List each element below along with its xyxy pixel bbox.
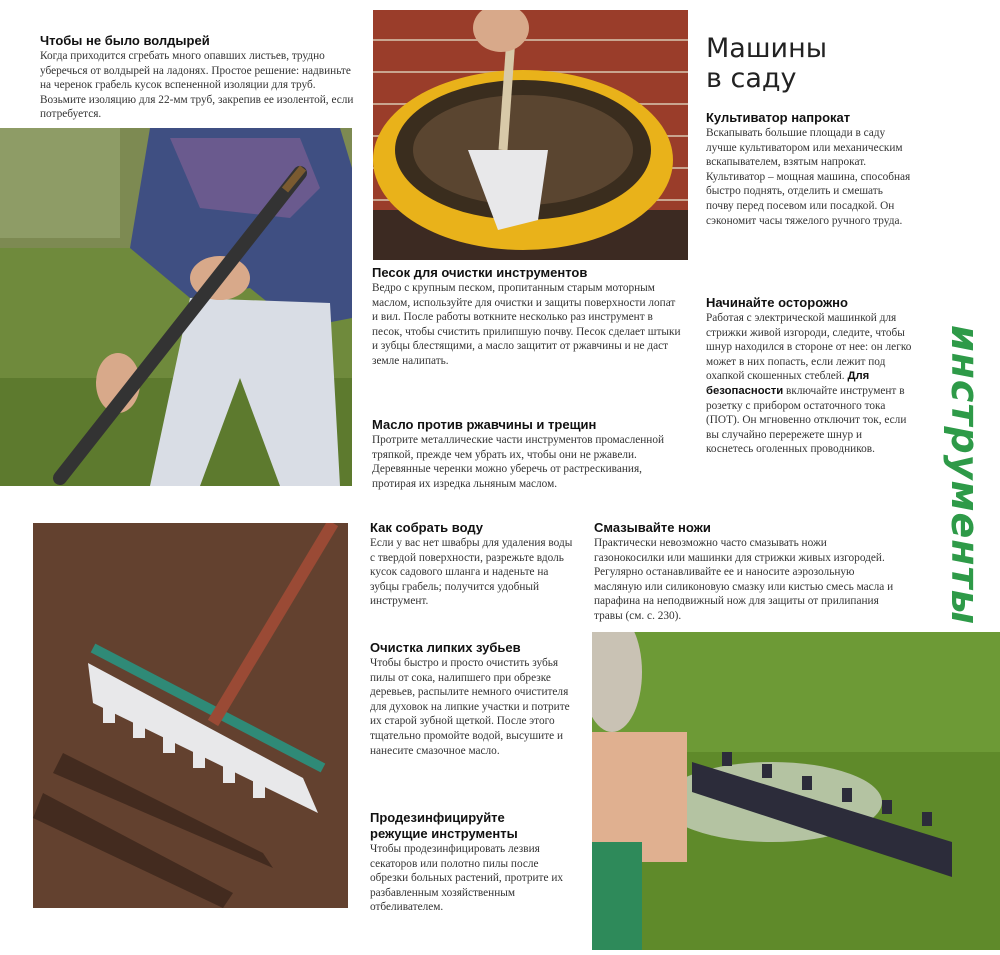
tip-sticky-heading: Очистка липких зубьев: [370, 640, 521, 655]
tip-water-heading: Как собрать воду: [370, 520, 484, 535]
tip-oil-heading: Масло против ржавчины и трещин: [372, 417, 597, 432]
tip-water-text: Если у вас нет швабры для удаления воды с твердой поверхности, разрежьте вдоль кусок садового шланга и наденьте на зубцы грабель; получится удобный инструмент.: [370, 537, 573, 608]
tip-sand-heading: Песок для очистки инструментов: [372, 265, 588, 280]
tip-careful-text: [706, 311, 912, 457]
tip-water: [370, 520, 580, 609]
tip-cultivator-text: Вскапывать большие площади в саду лучше культиватором или механическим вскапывателем, взятым напрокат. Культиватор – мощная машина, способная быстро поднять, отделить и смешать почву перед посевом или посадкой. Он сэкономит часы тяжелого ручного труда.: [706, 127, 911, 227]
photo-trimmer-spray: [592, 632, 1000, 950]
photo-rake-foam: [0, 128, 352, 486]
tip-disinfect: [370, 810, 574, 915]
side-label-text: инструменты: [943, 325, 987, 625]
tip-disinfect-heading-line2: режущие инструменты: [370, 826, 518, 841]
tip-sticky-text: Чтобы быстро и просто очистить зубья пилы от сока, налипшего при обрезке деревьев, распылите немного очистителя для духовок на липкие участки и потрите их старой зубной щеткой. После этого тщательно промойте водой, высушите и нанесите смазочное масло.: [370, 657, 570, 757]
page-title-line2: в саду: [706, 63, 797, 94]
tip-cultivator-heading: Культиватор напрокат: [706, 110, 851, 125]
tip-knives-heading: Смазывайте ножи: [594, 520, 711, 535]
page-title-line1: Машины: [706, 33, 828, 64]
tip-knives: [594, 520, 894, 624]
tip-careful-body: Работая с электрической машинкой для стрижки живой изгороди, следите, чтобы шнур находился в стороне от нее: он легко может в них попасть, если лежит под охапкой скошенных стеблей.: [706, 312, 912, 383]
tip-sticky-teeth: [370, 640, 574, 758]
tip-blisters-heading: Чтобы не было волдырей: [40, 33, 210, 48]
tip-sand: [372, 265, 684, 369]
tip-blisters-text: Когда приходится сгребать много опавших листьев, трудно уберечься от волдырей на ладонях. Простое решение: надвиньте на черенок грабель кусок вспененной изоляции для труб. Возьмите изоляцию для 22-мм труб, закрепив ее изолентой, если потребуется.: [40, 50, 354, 121]
tip-blisters: [40, 33, 358, 122]
tip-careful-safety-label: Для безопасности: [706, 370, 870, 397]
tip-knives-text: Практически невозможно часто смазывать ножи газонокосилки или машинки для стрижки живых изгородей. Регулярно останавливайте ее и наносите аэрозольную масляную или силиконовую смазку или кистью смесь масла и парафина на неподвижный нож для защиты от прилипания травы (см. с. 230).: [594, 537, 894, 622]
tip-disinfect-heading-line1: Продезинфицируйте: [370, 810, 505, 825]
tip-careful: [706, 295, 912, 457]
section-side-label: [940, 325, 990, 625]
tip-oil: [372, 417, 684, 491]
tip-careful-safety-text: включайте инструмент в розетку с прибором остаточного тока (ПОТ). Он мгновенно отключит ток, если вы случайно перережете шнур и коснетесь оголенных проводников.: [706, 384, 907, 456]
tip-careful-heading: Начинайте осторожно: [706, 295, 848, 310]
photo-rake-hose: [33, 523, 348, 908]
tip-disinfect-text: Чтобы продезинфицировать лезвия секаторов или полотно пилы после обрезки больных растений, протрите их разбавленным хозяйственным отбеливателем.: [370, 843, 564, 914]
tip-cultivator: [706, 110, 912, 228]
tip-sand-text: Ведро с крупным песком, пропитанным старым моторным маслом, используйте для очистки и защиты поверхности лопат и вил. После работы воткните несколько раз инструмент в песок, чтобы счистить прилипшую почву. Песок сделает штыки и зубцы блестящими, а масло защитит от ржавчины и не даст земле налипать.: [372, 282, 681, 367]
page-title: [706, 34, 827, 94]
photo-sand-bucket: [373, 10, 688, 260]
tip-oil-text: Протрите металлические части инструментов промасленной тряпкой, прежде чем убрать их, чтобы они не ржавели. Деревянные черенки можно уберечь от растрескивания, протирая их изредка льняным маслом.: [372, 434, 665, 490]
